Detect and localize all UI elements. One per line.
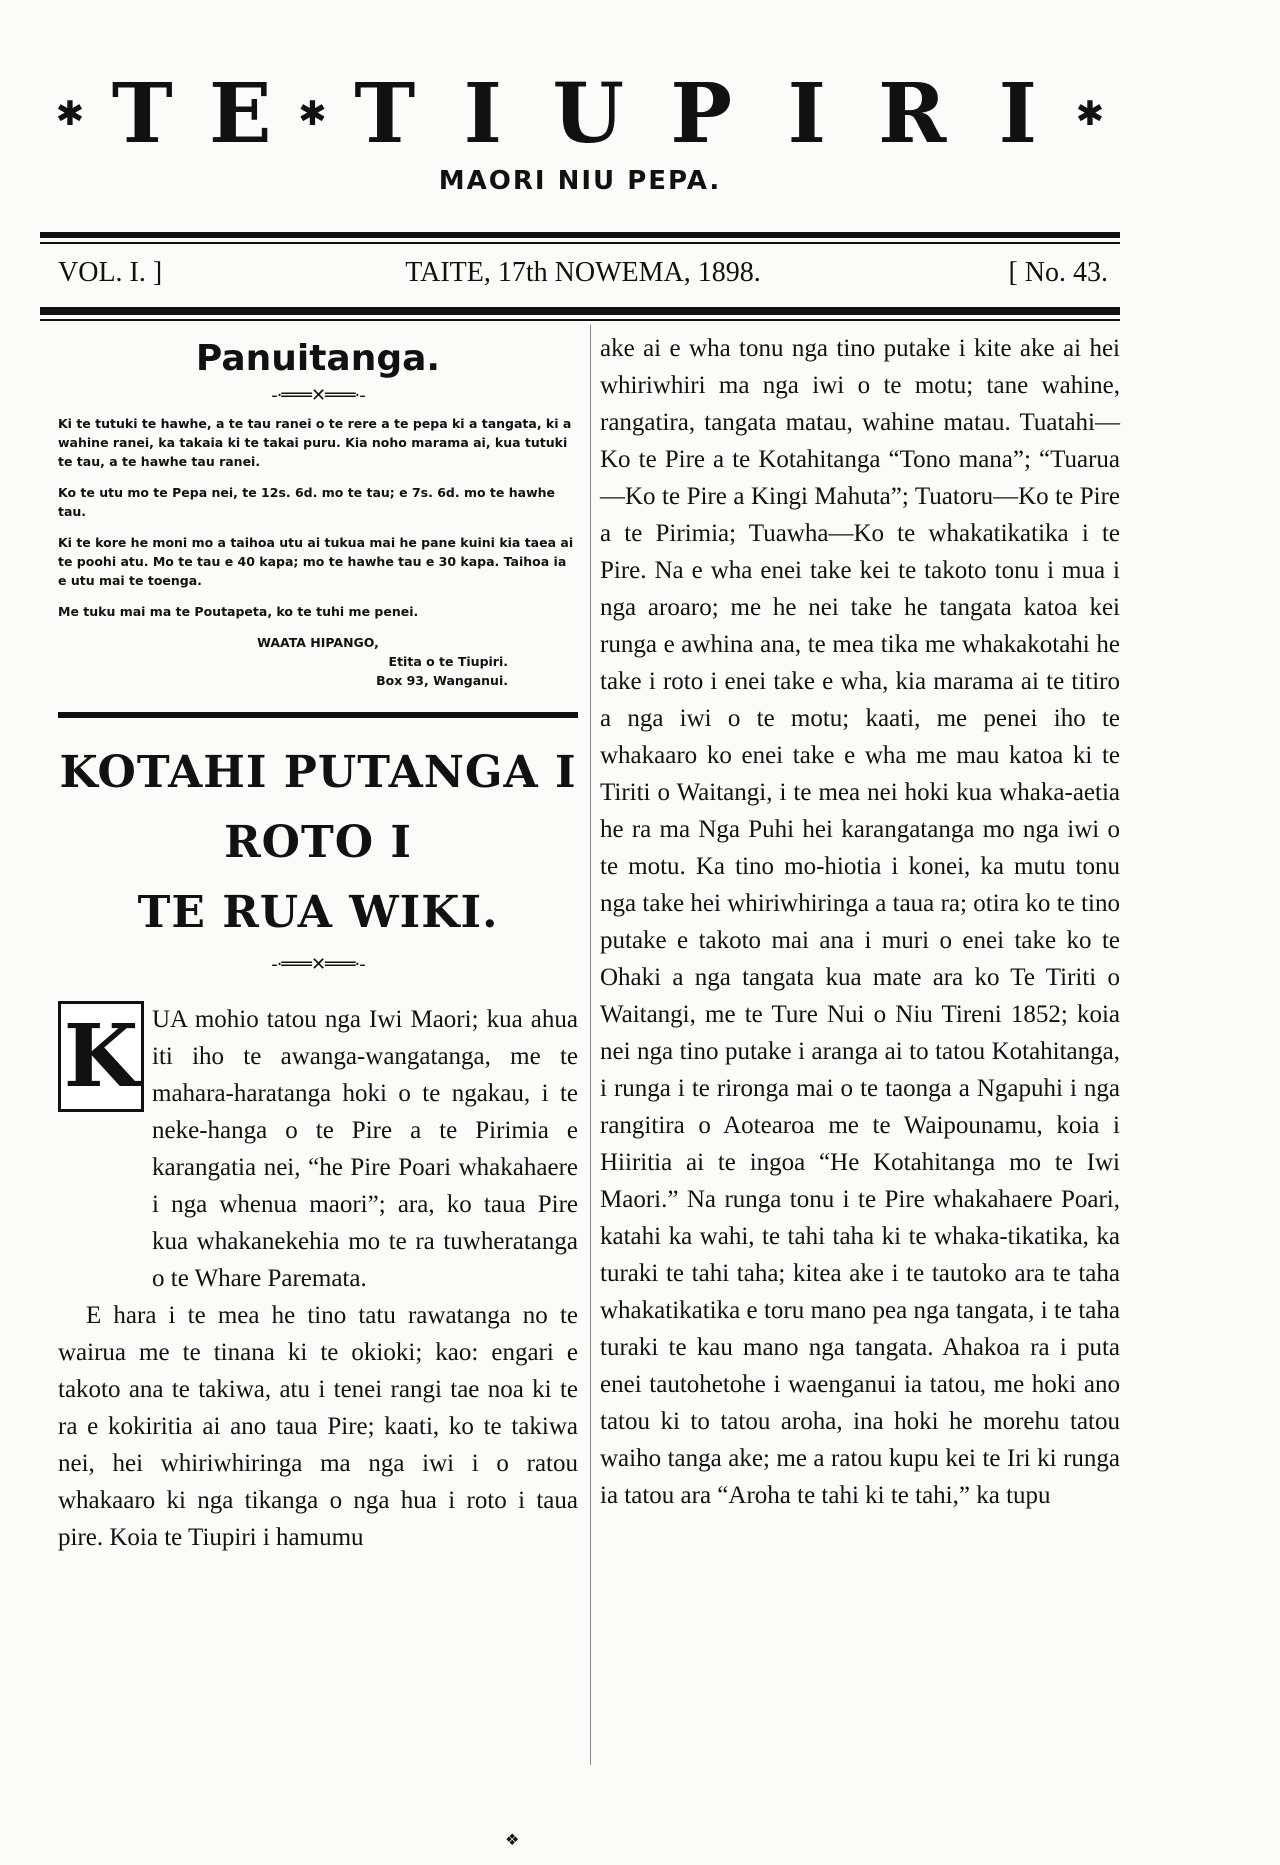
title-letter: R	[878, 66, 947, 162]
editor-name: WAATA HIPANGO,	[257, 635, 379, 650]
editor-address: Box 93, Wanganui.	[376, 673, 508, 688]
dropcap-letter: K	[58, 1001, 144, 1112]
ornament-divider-icon: -·═══✕═══·-	[271, 954, 365, 975]
masthead-title	[40, 66, 1120, 162]
article-opening	[58, 1001, 578, 1297]
title-letter: I	[998, 66, 1037, 162]
notice-heading: Panuitanga.	[195, 338, 441, 379]
header-rule-bottom-thin	[40, 319, 1120, 321]
issue-number: [ No. 43.	[1008, 257, 1108, 288]
column-divider	[590, 325, 591, 1765]
title-letter: E	[208, 66, 272, 162]
header-rule-bottom	[40, 307, 1120, 315]
title-letter: T	[111, 66, 173, 162]
masthead	[40, 66, 1120, 210]
star-ornament-icon: ✱	[55, 94, 85, 134]
notice-paragraph: Ki te kore he moni mo a taihoa utu ai tukua mai he pane kuini kia taea ai te poohi atu. Mo te tau e 40 kapa; mo te hawhe tau e 30 kapa. Taihoa ia e utu mai te toenga.	[58, 535, 574, 588]
notice-paragraph: Me tuku mai ma te Poutapeta, ko te tuhi me penei.	[58, 604, 419, 619]
star-ornament-icon: ✱	[298, 94, 327, 134]
article-title-line: KOTAHI PUTANGA I ROTO I	[59, 747, 577, 868]
article-paragraph: ake ai e wha tonu nga tino putake i kite ake ai hei whiriwhiri ma nga iwi o te motu; tane wahine, rangatira, tangata matau, wahine matau. Tuatahi—Ko te Pire a te Kotahitanga “Tono mana”; “Tuarua—Ko te Pire a Kingi Mahuta”; Tuatoru—Ko te Pire a te Pirimia; Tuawha—Ko te whakatikatika i te Pire. Na e wha enei take kei te takoto tonu i mua i nga aroaro; me he nei take he tangata katoa kei runga e awhina ana, te mea tika me whakakotahi he take i roto i enei take e wha, kia marama ai te titiro a nga iwi o te motu; kaati, me penei iho te whakaaro ko enei take e wha me mau katoa ki te Tiriti o Waitangi, i te mea nei hoki kua whaka-aetia he ra ma Nga Puhi hei karangatanga mo nga iwi o te motu. Ka tino mo-hiotia i konei, ka mutu tonu nga take hei whiriwhiringa a taua ra; otira ko te tino putake e takoto mai ana i muri o enei take ko te Ohaki a nga tangata kua mate ara ko Te Tiriti o Waitangi, me te Ture Nui o Niu Tireni 1852; koia nei nga tino putake i aranga ai to tatou Kotahitanga, i runga i te rironga mai o te taonga a Ngapuhi i nga rangitira o Aotearoa me te Waipounamu, koia i Hiiritia ai te ingoa “He Kotahitanga mo te Iwi Maori.” Na runga tonu i te Pire whakahaere Poari, katahi ka wahi, te tahi taha ki te whaka-tikatika, ka turaki te tahi taha; kitea ake i te tautoko ara te taha whakatikatika e toru mano pea nga tangata, i te taha turaki te kau mano nga tangata. Ahakoa ra i puta enei tautohetohe i waenganui ia tatou, me hoki ano tatou ki to tatou aroha, ina hoki he morehu tatou waiho tanga ake; me a ratou kupu kei te Iri ki runga ia tatou ara “Aroha te tahi ki te tahi,” ka tupu	[600, 335, 1120, 1509]
title-letter: U	[552, 66, 624, 162]
title-letter: T	[354, 66, 416, 162]
star-ornament-icon: ✱	[1075, 94, 1105, 134]
article-paragraph: UA mohio tatou nga Iwi Maori; kua ahua iti iho te awanga-wangatanga, me te mahara-haratanga hoki o te ngakau, i te neke-hanga o te Pire a te Pirimia e karangatia nei, “he Pire Poari whakahaere i nga whenua maori”; ara, ko taua Pire kua whakanekehia mo te ra tuwheratanga o te Whare Paremata.	[152, 1006, 578, 1292]
article-title	[58, 738, 578, 948]
title-letter: I	[463, 66, 502, 162]
header-rule-top	[40, 232, 1120, 238]
ornament-divider-icon: -·═══✕═══·-	[271, 385, 365, 406]
title-letter: P	[670, 66, 733, 162]
article-title-line: TE RUA WIKI.	[137, 887, 499, 938]
left-column	[58, 330, 578, 1556]
footer-ornament-icon: ❖	[505, 1832, 520, 1849]
notice-paragraph: Ko te utu mo te Pepa nei, te 12s. 6d. mo te tau; e 7s. 6d. mo te hawhe tau.	[58, 485, 555, 519]
masthead-subtitle: MAORI NIU PEPA.	[438, 166, 722, 196]
issue-info	[58, 257, 1108, 289]
article-paragraph: E hara i te mea he tino tatu rawatanga no te wairua me te tinana ki te okioki; kao: engari e takoto ana te takiwa, atu i tenei rangi tae noa ki te ra e kokiritia ai ano taua Pire; kaati, ko te takiwa nei, hei whiriwhiringa ma nga iwi i o ratou whakaaro ki nga tikanga o nga hua i roto i taua pire. Koia te Tiupiri i hamumu	[58, 1302, 578, 1551]
header-rule-thin	[40, 242, 1120, 244]
title-letter: I	[787, 66, 826, 162]
editor-role: Etita o te Tiupiri.	[388, 654, 508, 669]
notice-paragraph: Ki te tutuki te hawhe, a te tau ranei o te rere a te pepa ki a tangata, ki a wahine ranei, ka takaia ki te takai puru. Kia noho marama ai, kua tutuki te tau, a te hawhe tau ranei.	[58, 416, 572, 469]
volume-label: VOL. I. ]	[58, 257, 163, 288]
right-column	[600, 330, 1120, 1514]
issue-date: TAITE, 17th NOWEMA, 1898.	[405, 257, 761, 288]
section-rule	[58, 712, 578, 718]
